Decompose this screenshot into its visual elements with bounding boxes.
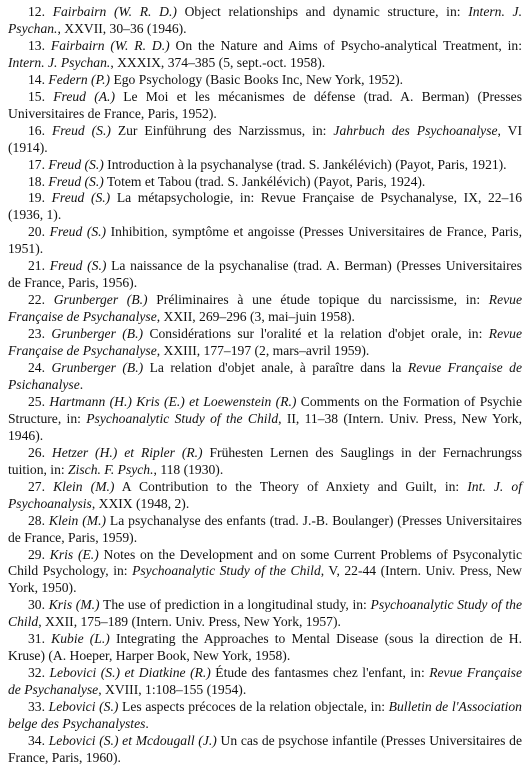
reference-text: Comments on the Formation of Psychie Structure, in:	[8, 393, 522, 426]
reference-entry	[8, 292, 522, 326]
reference-text: Notes on the Development and on some Current Problems of Psyconalytic Child Psychology, in:	[8, 546, 523, 579]
reference-number: 13.	[28, 37, 45, 53]
reference-details: , VI (1914).	[8, 122, 522, 155]
reference-text: Un cas de psychose infantile (Presses Universitaires de France, Paris, 1960).	[8, 732, 523, 765]
reference-source: Jahrbuch des Psychoanalyse	[333, 122, 498, 138]
reference-entry	[8, 258, 522, 292]
reference-number: 21.	[28, 258, 45, 274]
reference-number: 23.	[28, 326, 45, 342]
reference-text: La naissance de la psychanalise (trad. A. Berman) (Presses Universitaires de France, Paris, 1956).	[8, 258, 522, 291]
reference-author: Klein (M.)	[53, 478, 115, 494]
reference-text: Object relationships and dynamic structure, in:	[176, 4, 469, 19]
reference-text: La métapsychologie, in: Revue Française de Psychanalyse, IX, 22–16 (1936, 1).	[8, 190, 522, 223]
reference-number: 19.	[28, 190, 45, 206]
reference-text: La psychanalyse des enfants (trad. J.-B. Boulanger) (Presses Universitaires de France, Paris, 1959).	[8, 512, 522, 545]
reference-details: .	[145, 716, 149, 732]
reference-text: Préliminaires à une étude topique du narcissisme, in:	[147, 292, 489, 308]
reference-author: Freud (S.)	[51, 190, 111, 206]
reference-entry	[8, 445, 522, 479]
reference-author: Kris (M.)	[48, 597, 100, 613]
reference-number: 15.	[28, 88, 45, 104]
reference-details: , 118 (1930).	[153, 461, 224, 477]
reference-number: 20.	[28, 224, 45, 240]
reference-text: On the Nature and Aims of Psycho-analytical Treatment, in:	[169, 37, 522, 53]
reference-text: Le Moi et les mécanismes de défense (trad. A. Berman) (Presses Universitaires de France, Paris, 1952).	[8, 88, 522, 121]
reference-author: Freud (A.)	[53, 88, 115, 104]
reference-text: Zur Einführung des Narzissmus, in:	[110, 122, 334, 138]
reference-details: , XXII, 269–296 (3, mai–juin 1958).	[156, 309, 355, 325]
reference-entry	[8, 513, 522, 547]
reference-author: Kubie (L.)	[51, 631, 110, 647]
reference-source: Psychoanalytic Study of the Child	[86, 410, 279, 426]
reference-author: Freud (S.)	[48, 156, 104, 172]
reference-number: 14.	[28, 71, 45, 87]
reference-author: Lebovici (S.) et Mcdougall (J.)	[48, 732, 217, 748]
reference-source: Intern. J. Psychan.	[8, 4, 522, 36]
reference-source: Int. J. of Psychoanalysis	[8, 478, 522, 511]
reference-number: 32.	[28, 665, 45, 681]
reference-text: Integrating the Approaches to Mental Disease (sous la direction de H. Kruse) (A. Hoeper, Harper Book, New York, 1958).	[8, 631, 523, 664]
reference-text: Inhibition, symptôme et angoisse (Presses Universitaires de France, Paris, 1951).	[8, 224, 522, 257]
reference-details: .	[79, 376, 84, 392]
reference-entry	[8, 174, 522, 191]
reference-author: Freud (S.)	[49, 258, 107, 274]
reference-number: 18.	[28, 173, 45, 189]
reference-number: 28.	[28, 512, 45, 528]
reference-number: 27.	[28, 478, 45, 494]
reference-number: 22.	[28, 292, 45, 308]
reference-details: , XVIII, 1:108–155 (1954).	[98, 682, 247, 698]
reference-source: Psychoanalytic Study of the Child	[8, 597, 522, 630]
reference-number: 33.	[28, 699, 45, 715]
reference-text: Ego Psychology (Basic Books Inc, New York, 1952).	[110, 71, 404, 87]
reference-entry	[8, 4, 522, 38]
reference-text: Introduction à la psychanalyse (trad. S. Jankélévich) (Payot, Paris, 1921).	[103, 156, 507, 172]
reference-text: Étude des fantasmes chez l'enfant, in:	[210, 665, 430, 681]
reference-number: 24.	[28, 360, 45, 376]
reference-entry	[8, 597, 522, 631]
reference-details: , XXIX (1948, 2).	[91, 495, 190, 511]
reference-author: Freud (S.)	[48, 173, 104, 189]
reference-text: La relation d'objet anale, à paraître dans la	[143, 360, 408, 376]
reference-source: Revue Française de Psychanalyse	[8, 292, 522, 325]
reference-entry	[8, 699, 522, 733]
reference-number: 16.	[28, 122, 45, 138]
reference-source: Revue Française de Psychanalyse	[8, 326, 522, 359]
reference-author: Grunberger (B.)	[51, 360, 144, 376]
reference-text: A Contribution to the Theory of Anxiety and Guilt, in:	[114, 478, 468, 494]
reference-author: Klein (M.)	[48, 512, 107, 528]
reference-number: 17.	[28, 156, 45, 172]
reference-entry	[8, 631, 522, 665]
reference-number: 12.	[28, 4, 45, 19]
reference-entry	[8, 394, 522, 445]
reference-entry	[8, 190, 522, 224]
reference-number: 29.	[28, 546, 45, 562]
reference-entry	[8, 224, 522, 258]
reference-entry	[8, 547, 522, 598]
reference-details: , II, 11–38 (Intern. Univ. Press, New York, 1946).	[8, 410, 522, 443]
reference-list	[8, 4, 522, 767]
reference-author: Federn (P.)	[48, 71, 111, 87]
reference-number: 25.	[28, 393, 45, 409]
reference-author: Grunberger (B.)	[51, 326, 144, 342]
reference-author: Freud (S.)	[49, 224, 107, 240]
reference-number: 31.	[28, 631, 45, 647]
reference-number: 34.	[28, 732, 45, 748]
reference-text: Frühesten Lernen des Sauglings in der Fernachrungss tuition, in:	[8, 444, 522, 477]
reference-author: Lebovici (S.) et Diatkine (R.)	[49, 665, 211, 681]
reference-text: Considérations sur l'oralité et la relation d'objet orale, in:	[143, 326, 489, 342]
reference-entry	[8, 123, 522, 157]
reference-author: Grunberger (B.)	[53, 292, 148, 308]
reference-entry	[8, 72, 522, 89]
reference-entry	[8, 479, 522, 513]
reference-source: Intern. J. Psychan.	[8, 54, 111, 70]
reference-entry	[8, 157, 522, 174]
reference-author: Hartmann (H.) Kris (E.) et Loewenstein (R.)	[49, 393, 297, 409]
reference-text: Les aspects précoces de la relation objectale, in:	[118, 699, 389, 715]
reference-details: , XXIII, 177–197 (2, mars–avril 1959).	[156, 343, 370, 359]
reference-entry	[8, 326, 522, 360]
reference-author: Hetzer (H.) et Ripler (R.)	[51, 444, 203, 460]
reference-text: The use of prediction in a longitudinal study, in:	[99, 597, 371, 613]
reference-details: , V, 22-44 (Intern. Univ. Press, New York, 1950).	[8, 563, 523, 596]
reference-author: Fairbairn (W. R. D.)	[50, 37, 170, 53]
reference-author: Fairbairn (W. R. D.)	[52, 4, 177, 19]
reference-author: Freud (S.)	[51, 122, 111, 138]
reference-entry	[8, 360, 522, 394]
reference-entry	[8, 89, 522, 123]
reference-text: Totem et Tabou (trad. S. Jankélévich) (Payot, Paris, 1924).	[103, 173, 426, 189]
reference-entry	[8, 733, 522, 767]
reference-author: Lebovici (S.)	[48, 699, 119, 715]
reference-source: Zisch. F. Psych.	[68, 461, 154, 477]
reference-number: 26.	[28, 444, 45, 460]
reference-details: , XXXIX, 374–385 (5, sept.-oct. 1958).	[110, 54, 326, 70]
reference-entry	[8, 38, 522, 72]
reference-source: Bulletin de l'Association belge des Psychanalystes	[8, 699, 522, 732]
reference-source: Revue Française de Psichanalyse	[8, 360, 522, 392]
reference-number: 30.	[28, 597, 45, 613]
reference-entry	[8, 665, 522, 699]
reference-author: Kris (E.)	[49, 546, 99, 562]
reference-source: Psychoanalytic Study of the Child	[132, 563, 321, 579]
reference-source: Revue Française de Psychanalyse	[8, 665, 523, 698]
reference-details: , XXII, 175–189 (Intern. Univ. Press, New York, 1957).	[38, 614, 341, 630]
reference-details: , XXVII, 30–36 (1946).	[57, 20, 187, 36]
